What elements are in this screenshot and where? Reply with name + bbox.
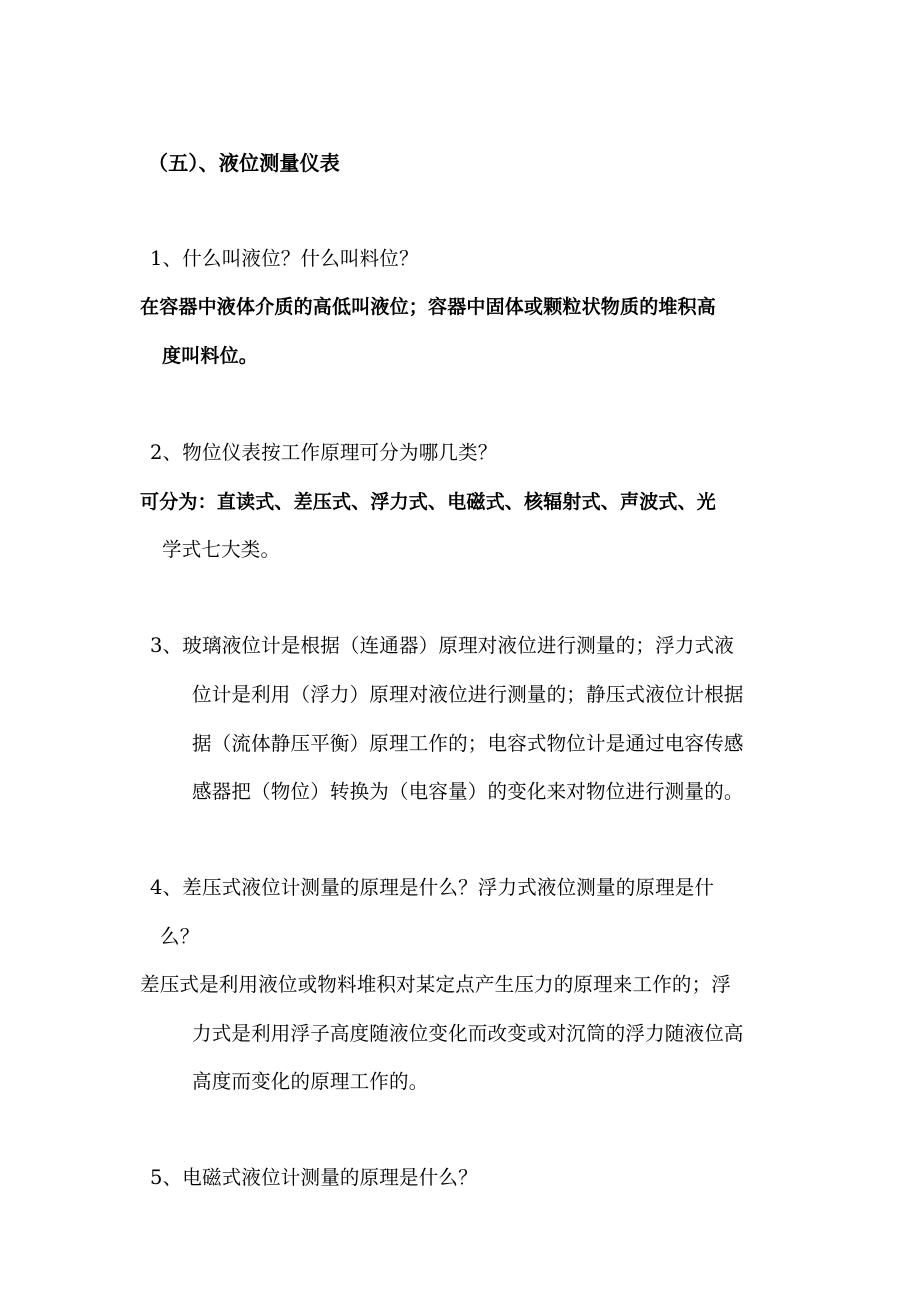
question-3-line-4: 感器把（物位）转换为（电容量）的变化来对物位进行测量的。 <box>192 780 744 803</box>
question-2-line-1: 2、物位仪表按工作原理可分为哪几类？ <box>150 441 498 464</box>
section-title: （五）、液位测量仪表 <box>148 151 340 175</box>
answer-1-line-2: 度叫料位。 <box>162 345 259 367</box>
answer-2-line-2: 学式七大类。 <box>162 538 281 561</box>
answer-2-line-1: 可分为：直读式、差压式、浮力式、电磁式、核辐射式、声波式、光 <box>140 491 717 513</box>
question-3-line-2: 位计是利用（浮力）原理对液位进行测量的；静压式液位计根据 <box>192 683 744 706</box>
answer-4-line-2: 力式是利用浮子高度随液位变化而改变或对沉筒的浮力随液位高 <box>192 1022 744 1045</box>
question-5-line-1: 5、电磁式液位计测量的原理是什么？ <box>150 1166 478 1189</box>
question-3-line-1: 3、玻璃液位计是根据（连通器）原理对液位进行测量的；浮力式液 <box>150 634 734 657</box>
question-4-line-2: 么？ <box>160 925 200 948</box>
answer-4-line-3: 高度而变化的原理工作的。 <box>192 1070 429 1093</box>
question-1-line-1: 1、什么叫液位？什么叫料位？ <box>150 247 419 270</box>
question-4-line-1: 4、差压式液位计测量的原理是什么？浮力式液位测量的原理是什 <box>150 876 715 899</box>
question-3-line-3: 据（流体静压平衡）原理工作的；电容式物位计是通过电容传感 <box>192 732 744 755</box>
answer-4-line-1: 差压式是利用液位或物料堆积对某定点产生压力的原理来工作的；浮 <box>140 973 732 996</box>
answer-1-line-1: 在容器中液体介质的高低叫液位；容器中固体或颗粒状物质的堆积高 <box>140 296 717 318</box>
